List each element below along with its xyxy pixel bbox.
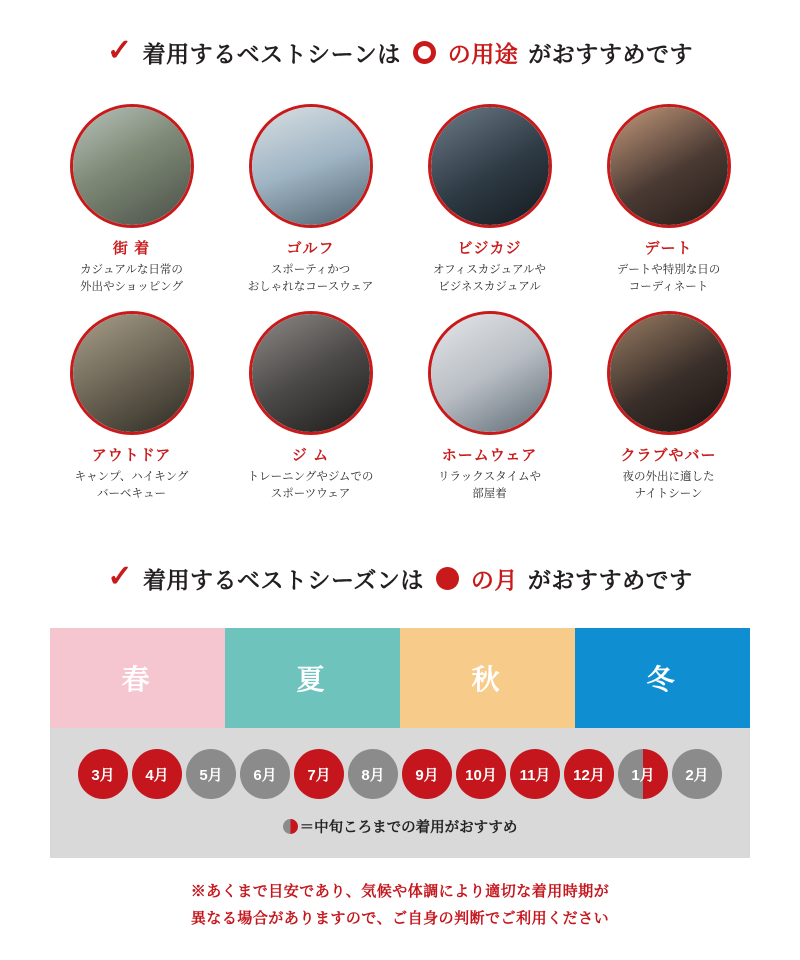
scene-title: ゴルフ — [286, 240, 335, 257]
scene-photo — [249, 104, 373, 228]
scene-desc: スポーティかつ おしゃれなコースウェア — [247, 264, 374, 293]
season-cell-autumn: 秋 — [400, 628, 575, 728]
photo-bearded-man-outdoors — [73, 314, 191, 432]
scene-photo — [70, 311, 194, 435]
month-dot-12: 12月 — [564, 749, 614, 799]
scene-photo — [428, 104, 552, 228]
scene-desc: トレーニングやジムでの スポーツウェア — [247, 471, 374, 501]
photo-couple-smiling-together — [610, 107, 728, 225]
photo-man-with-headphones-relaxing — [431, 314, 549, 432]
scene-item-machigi — [42, 104, 221, 295]
month-note-text: ＝中旬ころまでの着用がおすすめ — [299, 820, 518, 836]
scene-item-club-bar — [579, 311, 758, 502]
half-dot-icon — [283, 819, 298, 834]
month-dot-7: 7月 — [294, 749, 344, 799]
scene-photo — [607, 104, 731, 228]
scene-desc: デートや特別な日の コーディネート — [616, 264, 721, 293]
season-heading-text-after: がおすすめです — [527, 567, 693, 593]
scene-title: 街 着 — [112, 240, 151, 257]
scene-desc: オフィスカジュアルや ビジネスカジュアル — [432, 264, 547, 293]
check-icon: ✓ — [107, 559, 134, 593]
month-dot-9: 9月 — [402, 749, 452, 799]
month-dot-10: 10月 — [456, 749, 506, 799]
scene-desc: キャンプ、ハイキング バーベキュー — [74, 471, 189, 501]
scene-photo — [607, 311, 731, 435]
month-strip — [50, 728, 750, 858]
footnote-line-2: 異なる場合がありますので、ご自身の判断でご利用ください — [190, 910, 610, 927]
photo-two-men-laughing-at-bar — [610, 314, 728, 432]
month-dot-11: 11月 — [510, 749, 560, 799]
season-cell-spring: 春 — [50, 628, 225, 728]
month-dot-4: 4月 — [132, 749, 182, 799]
scene-desc: カジュアルな日常の 外出やショッピング — [79, 264, 184, 293]
check-icon: ✓ — [107, 33, 133, 67]
scene-photo — [70, 104, 194, 228]
photo-man-in-green-jacket-city — [73, 107, 191, 225]
photo-muscular-man-in-gym — [252, 314, 370, 432]
scene-item-date — [579, 104, 758, 295]
scene-title: アウトドア — [91, 447, 172, 465]
scenes-heading — [0, 33, 800, 69]
month-dot-5: 5月 — [186, 749, 236, 799]
month-dot-1: 1月 — [618, 749, 668, 799]
scene-item-gym — [221, 311, 400, 502]
scenes-heading-text-before: 着用するベストシーンは — [142, 41, 401, 67]
scene-item-bizcasual — [400, 104, 579, 295]
season-heading-accent: の月 — [470, 567, 518, 593]
season-band — [50, 628, 750, 728]
month-dot-3: 3月 — [78, 749, 128, 799]
season-heading-text-before: 着用するベストシーズンは — [143, 567, 424, 593]
scene-title: ホームウェア — [441, 447, 538, 465]
scene-title: ジ ム — [291, 447, 330, 465]
scene-title: クラブやバー — [620, 447, 717, 465]
month-dot-2: 2月 — [672, 749, 722, 799]
scene-title: デート — [644, 240, 693, 257]
season-cell-summer: 夏 — [225, 628, 400, 728]
footnote — [0, 878, 800, 932]
photo-man-swinging-golf-club — [252, 107, 370, 225]
scene-title: ビジカジ — [457, 240, 522, 257]
scene-item-homewear — [400, 311, 579, 502]
season-heading — [0, 559, 800, 595]
scene-item-outdoor — [42, 311, 221, 502]
month-dot-8: 8月 — [348, 749, 398, 799]
circle-solid-icon — [436, 567, 459, 590]
scenes-heading-text-after: がおすすめです — [528, 41, 693, 67]
photo-man-in-blazer-office — [431, 107, 549, 225]
scene-photo — [428, 311, 552, 435]
scenes-heading-accent: の用途 — [447, 41, 519, 67]
footnote-line-1: ※あくまで目安であり、気候や体調により適切な着用時期が — [190, 883, 610, 900]
scene-photo — [249, 311, 373, 435]
scene-desc: 夜の外出に適した ナイトシーン — [622, 471, 715, 501]
month-dot-6: 6月 — [240, 749, 290, 799]
month-note — [50, 816, 750, 837]
circle-open-icon — [413, 41, 436, 64]
season-cell-winter: 冬 — [575, 628, 750, 728]
month-row — [50, 749, 750, 799]
scene-grid — [42, 104, 758, 503]
scene-desc: リラックスタイムや 部屋着 — [438, 471, 541, 501]
scene-item-golf — [221, 104, 400, 295]
